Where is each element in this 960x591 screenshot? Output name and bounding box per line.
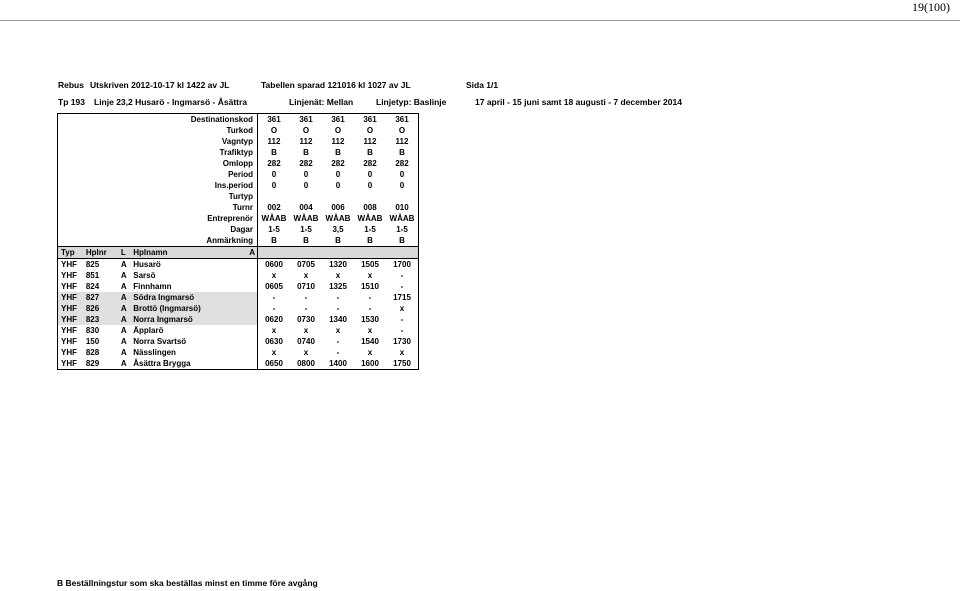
stop-number: 824 xyxy=(85,282,100,291)
stop-name: Norra Svartsö xyxy=(133,337,187,346)
stop-l: A xyxy=(120,282,127,291)
attribute-row xyxy=(58,224,419,235)
attribute-value: 112 xyxy=(299,137,313,146)
stop-l: A xyxy=(120,326,127,335)
stop-row xyxy=(58,281,419,292)
stop-row xyxy=(58,303,419,314)
attribute-value: 010 xyxy=(386,202,419,213)
stop-column-header xyxy=(58,247,419,259)
saved-info: Tabellen sparad 121016 kl 1027 av JL xyxy=(261,80,411,90)
column-typ: Typ xyxy=(58,247,86,259)
attribute-value: 112 xyxy=(258,136,291,147)
attribute-value xyxy=(386,191,419,202)
stop-l: A xyxy=(120,337,127,346)
attribute-value: 004 xyxy=(299,203,313,212)
attribute-value: WÅAB xyxy=(258,213,291,224)
attribute-value: B xyxy=(303,148,309,157)
attribute-value: 1-5 xyxy=(300,225,312,234)
attribute-value xyxy=(354,191,386,202)
departure-time: x xyxy=(303,271,309,280)
stop-number: 851 xyxy=(85,271,100,280)
footnote: B Beställningstur som ska beställas minst en timme före avgång xyxy=(57,578,318,588)
stop-l: A xyxy=(121,303,133,314)
attribute-value: 282 xyxy=(386,158,419,169)
departure-time: - xyxy=(336,293,340,302)
departure-time: x xyxy=(367,348,373,357)
departure-time: 1600 xyxy=(354,358,386,370)
departure-time: - xyxy=(258,292,291,303)
stop-number: 829 xyxy=(86,358,121,370)
departure-time: 1700 xyxy=(386,259,419,271)
attribute-label: Turkod xyxy=(58,125,258,136)
stop-number: 826 xyxy=(86,303,121,314)
page-info: Sida 1/1 xyxy=(466,80,499,90)
stop-typ: YHF xyxy=(58,281,86,292)
departure-time: x xyxy=(258,325,291,336)
stop-number: 825 xyxy=(85,260,100,269)
column-header-blank xyxy=(386,247,419,259)
attribute-value: 1-5 xyxy=(364,225,376,234)
attribute-label: Trafiktyp xyxy=(58,147,258,158)
departure-time: 1715 xyxy=(386,292,419,303)
printed-info: Utskriven 2012-10-17 kl 1422 av JL xyxy=(90,80,230,90)
attribute-label: Entreprenör xyxy=(58,213,258,224)
departure-time: 1530 xyxy=(361,315,379,324)
stop-name: Äpplarö xyxy=(133,326,164,335)
departure-time: - xyxy=(386,281,419,292)
attribute-value xyxy=(322,191,354,202)
stop-number: 828 xyxy=(85,348,100,357)
departure-time: 1320 xyxy=(329,260,347,269)
stop-name: Finnhamn xyxy=(133,282,172,291)
attribute-value: 1-5 xyxy=(386,224,419,235)
stop-typ: YHF xyxy=(58,270,86,281)
stop-name: Nässlingen xyxy=(133,348,176,357)
departure-time: - xyxy=(368,304,372,313)
attribute-label: Ins.period xyxy=(58,180,258,191)
stop-typ: YHF xyxy=(58,259,86,271)
departure-time: 1750 xyxy=(386,358,419,370)
attribute-value: O xyxy=(258,125,291,136)
departure-time: 1400 xyxy=(322,358,354,370)
stop-l: A xyxy=(120,260,127,269)
stop-name: Husarö xyxy=(133,260,161,269)
attribute-value: WÅAB xyxy=(293,214,319,223)
attribute-row xyxy=(58,147,419,158)
attribute-value: 361 xyxy=(290,114,322,126)
departure-time: - xyxy=(386,270,419,281)
stop-l: A xyxy=(120,271,127,280)
stop-name: Norra Ingmarsö xyxy=(133,314,257,325)
departure-time: 0630 xyxy=(258,336,291,347)
departure-time: 0730 xyxy=(297,315,315,324)
attribute-label: Dagar xyxy=(58,224,258,235)
attribute-label: Vagntyp xyxy=(58,136,258,147)
departure-time: x xyxy=(258,270,291,281)
attribute-value: WÅAB xyxy=(386,213,419,224)
attribute-value: B xyxy=(367,236,373,245)
stop-typ: YHF xyxy=(58,325,86,336)
attribute-row xyxy=(58,202,419,213)
attribute-row xyxy=(58,213,419,224)
stop-row xyxy=(58,347,419,358)
attribute-label: Anmärkning xyxy=(58,235,258,247)
departure-time: 0740 xyxy=(297,337,315,346)
stop-l: A xyxy=(121,292,133,303)
attribute-value: B xyxy=(386,147,419,158)
column-header-blank xyxy=(290,247,322,259)
validity-period: 17 april - 15 juni samt 18 augusti - 7 december 2014 xyxy=(475,97,682,107)
departure-time: 1340 xyxy=(329,315,347,324)
attribute-label: Period xyxy=(58,169,258,180)
attribute-value: B xyxy=(335,236,341,245)
attribute-value: 112 xyxy=(363,137,377,146)
departure-time: - xyxy=(336,304,340,313)
attribute-value: B xyxy=(367,148,373,157)
line-name: Linje 23,2 Husarö - Ingmarsö - Åsättra xyxy=(94,97,248,107)
stop-number: 830 xyxy=(85,326,100,335)
departure-time: 1505 xyxy=(361,260,379,269)
attribute-label: Turtyp xyxy=(58,191,258,202)
departure-time: - xyxy=(304,293,308,302)
departure-time: 1510 xyxy=(361,282,379,291)
attribute-value: 361 xyxy=(354,114,386,126)
attribute-value: 0 xyxy=(258,169,291,180)
attribute-value: O xyxy=(302,126,310,135)
attribute-label: Omlopp xyxy=(58,158,258,169)
departure-time: - xyxy=(258,303,291,314)
attribute-value: O xyxy=(366,126,374,135)
departure-time: - xyxy=(386,325,419,336)
departure-time: x xyxy=(335,271,341,280)
attribute-value: 0 xyxy=(335,181,341,190)
departure-time: 0800 xyxy=(290,358,322,370)
attribute-value: O xyxy=(334,126,342,135)
departure-time: x xyxy=(303,326,309,335)
network: Linjenät: Mellan xyxy=(289,97,354,107)
attribute-value: 0 xyxy=(335,170,341,179)
stop-l: A xyxy=(121,358,133,370)
attribute-row xyxy=(58,180,419,191)
attribute-row xyxy=(58,158,419,169)
attribute-row xyxy=(58,136,419,147)
attribute-value: B xyxy=(386,235,419,247)
stop-typ: YHF xyxy=(58,347,86,358)
departure-time: 1730 xyxy=(386,336,419,347)
attribute-value: 0 xyxy=(303,170,309,179)
departure-time: x xyxy=(335,326,341,335)
column-l: L xyxy=(121,247,133,259)
attribute-value: 361 xyxy=(386,114,419,126)
departure-time: 0620 xyxy=(258,314,291,325)
attribute-value: 282 xyxy=(258,158,291,169)
attribute-value: 1-5 xyxy=(258,224,291,235)
departure-time: x xyxy=(258,347,291,358)
stop-name: Södra Ingmarsö xyxy=(133,292,257,303)
departure-time: 1540 xyxy=(361,337,379,346)
attribute-value: 006 xyxy=(331,203,345,212)
attribute-row xyxy=(58,191,419,202)
stop-typ: YHF xyxy=(58,358,86,370)
attribute-value: 282 xyxy=(363,159,377,168)
attribute-value: B xyxy=(258,147,291,158)
attribute-value: 0 xyxy=(303,181,309,190)
departure-time: - xyxy=(304,304,308,313)
departure-time: - xyxy=(336,337,340,346)
line-type: Linjetyp: Baslinje xyxy=(376,97,447,107)
stop-row xyxy=(58,358,419,370)
departure-time: - xyxy=(386,314,419,325)
attribute-value: O xyxy=(386,125,419,136)
stop-number: 823 xyxy=(86,314,121,325)
stop-typ: YHF xyxy=(58,314,86,325)
attribute-value: 282 xyxy=(299,159,313,168)
stop-number: 150 xyxy=(85,337,100,346)
stop-row xyxy=(58,314,419,325)
stop-row xyxy=(58,292,419,303)
departure-time: 0705 xyxy=(297,260,315,269)
attribute-value: 002 xyxy=(258,202,291,213)
system-name: Rebus xyxy=(58,80,84,90)
departure-time: 0605 xyxy=(258,281,291,292)
column-hplnr: Hplnr xyxy=(86,247,121,259)
departure-time: x xyxy=(386,303,419,314)
attribute-value: 3,5 xyxy=(332,225,344,234)
departure-time: 0600 xyxy=(258,259,291,271)
attribute-value: 0 xyxy=(386,180,419,191)
stop-row xyxy=(58,270,419,281)
attribute-value: 0 xyxy=(367,181,373,190)
stop-l: A xyxy=(120,348,127,357)
attribute-value: 361 xyxy=(322,114,354,126)
departure-time: 0650 xyxy=(258,358,291,370)
attribute-value: 0 xyxy=(386,169,419,180)
departure-time: x xyxy=(367,326,373,335)
attribute-label: Turnr xyxy=(58,202,258,213)
departure-time: 1325 xyxy=(329,282,347,291)
column-a: A xyxy=(249,248,255,257)
timetable xyxy=(57,113,419,370)
departure-time: 0710 xyxy=(297,282,315,291)
attribute-value: B xyxy=(303,236,309,245)
attribute-row xyxy=(58,125,419,136)
stop-typ: YHF xyxy=(58,292,86,303)
tp-number: Tp 193 xyxy=(58,97,85,107)
attribute-value: 0 xyxy=(258,180,291,191)
stop-row xyxy=(58,336,419,347)
stop-name: Sarsö xyxy=(133,271,156,280)
stop-typ: YHF xyxy=(58,336,86,347)
stop-typ: YHF xyxy=(58,303,86,314)
attribute-value: 008 xyxy=(363,203,377,212)
attribute-value xyxy=(290,191,322,202)
departure-time: x xyxy=(386,347,419,358)
attribute-value: B xyxy=(335,148,341,157)
header-rule xyxy=(0,20,960,21)
column-hplnamn xyxy=(133,247,257,259)
column-header-blank xyxy=(354,247,386,259)
attribute-row xyxy=(58,169,419,180)
attribute-value: B xyxy=(258,235,291,247)
attribute-value: 282 xyxy=(331,159,345,168)
stop-row xyxy=(58,325,419,336)
attribute-value: 361 xyxy=(258,114,291,126)
stop-l: A xyxy=(121,314,133,325)
stop-name: Åsättra Brygga xyxy=(133,358,257,370)
departure-time: x xyxy=(303,348,309,357)
stop-number: 827 xyxy=(86,292,121,303)
attribute-value: WÅAB xyxy=(357,214,383,223)
departure-time: - xyxy=(336,348,340,357)
attribute-value: 0 xyxy=(367,170,373,179)
stop-name: Brottö (Ingmarsö) xyxy=(133,303,257,314)
attribute-value xyxy=(258,191,291,202)
page-number: 19(100) xyxy=(912,0,950,14)
column-header-blank xyxy=(258,247,291,259)
column-header-blank xyxy=(322,247,354,259)
stop-row xyxy=(58,259,419,271)
attribute-label: Destinationskod xyxy=(58,114,258,126)
departure-time: - xyxy=(368,293,372,302)
attribute-value: 112 xyxy=(331,137,345,146)
attribute-value: WÅAB xyxy=(325,214,351,223)
attribute-value: 112 xyxy=(386,136,419,147)
attribute-row xyxy=(58,235,419,247)
departure-time: x xyxy=(367,271,373,280)
attribute-row xyxy=(58,114,419,126)
column-hplnamn-label: Hplnamn xyxy=(133,248,168,257)
